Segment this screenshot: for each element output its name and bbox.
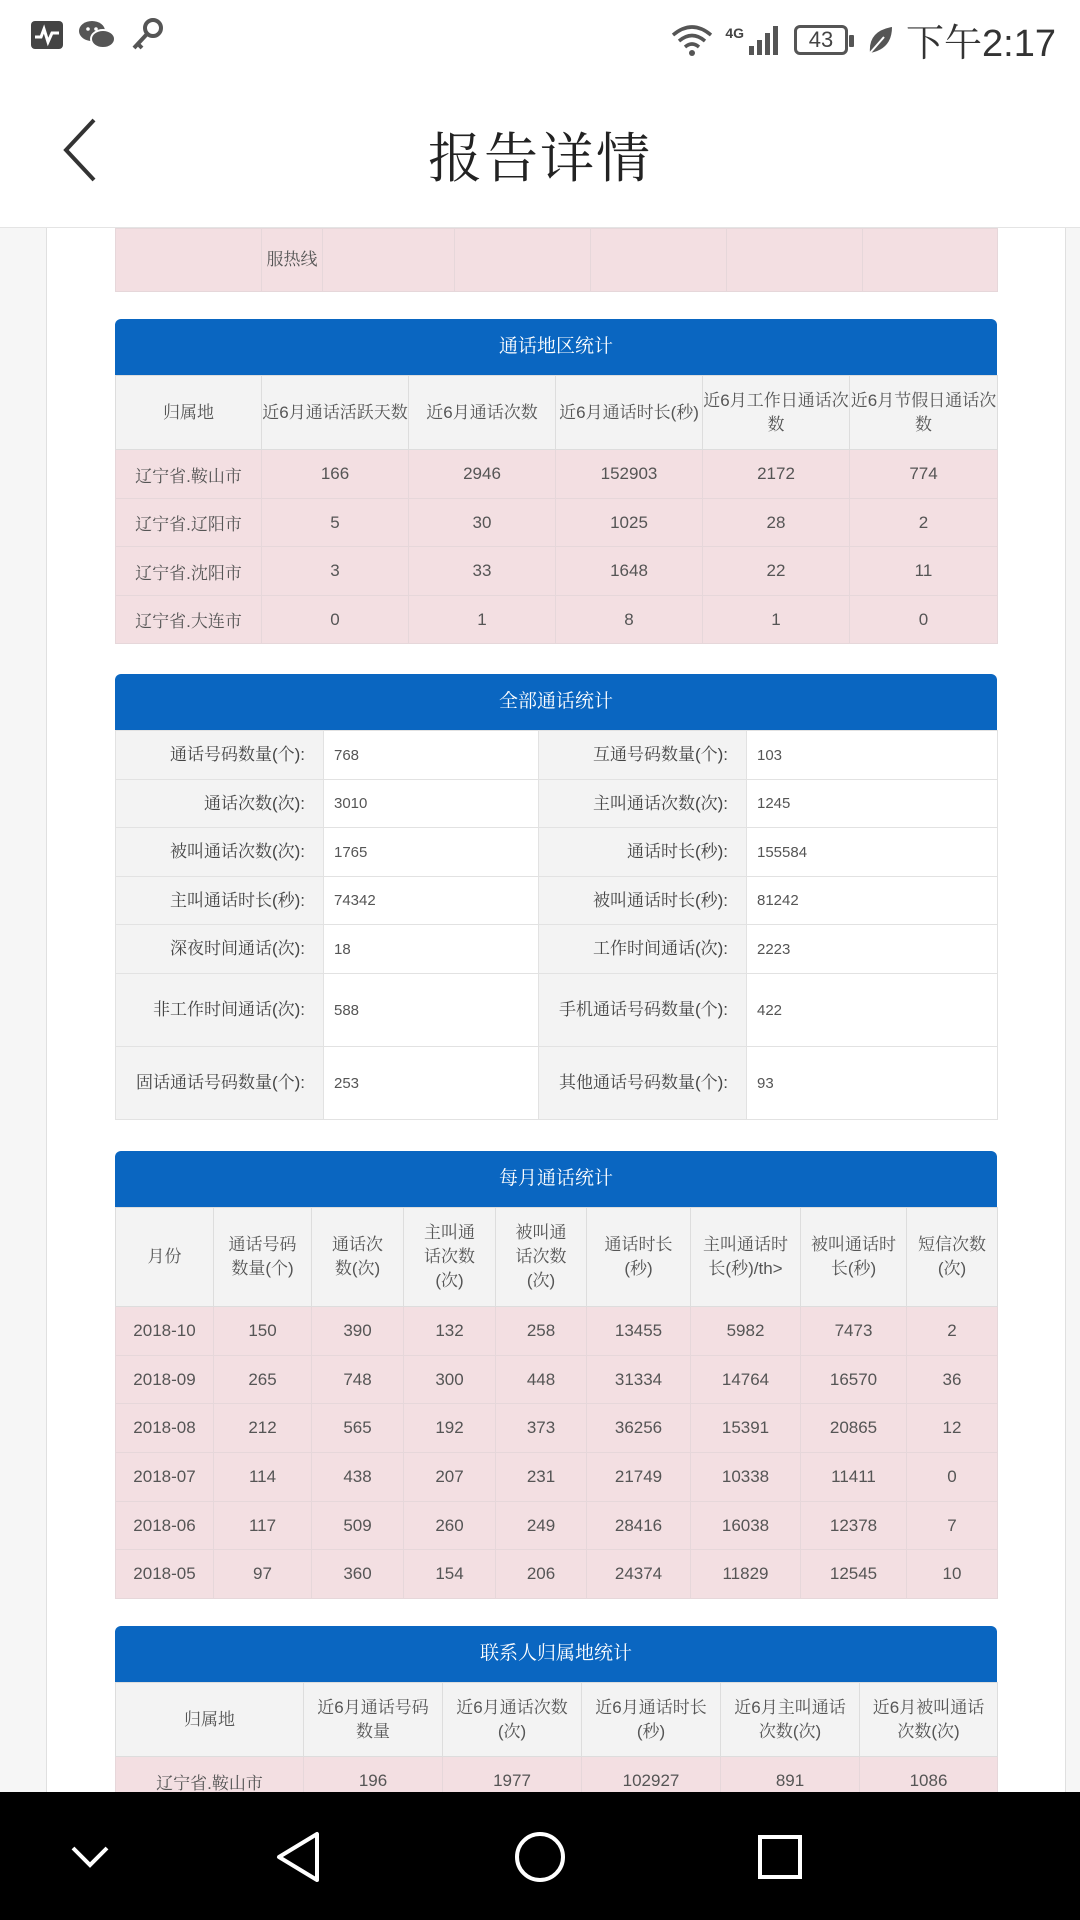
table-cell (727, 229, 863, 292)
table-cell: 辽宁省.鞍山市 (116, 1757, 304, 1793)
table-cell: 2018-07 (116, 1453, 214, 1502)
table-cell: 565 (312, 1404, 404, 1453)
table-cell: 5982 (691, 1307, 801, 1356)
table-cell: 132 (404, 1307, 496, 1356)
table-cell: 300 (404, 1356, 496, 1404)
signal-icon (748, 24, 782, 56)
column-header: 主叫通话时长(秒)/th> (691, 1208, 801, 1307)
table-cell: 2018-10 (116, 1307, 214, 1356)
table-cell: 2946 (409, 450, 556, 499)
section-title: 联系人归属地统计 (115, 1626, 997, 1682)
table-cell (116, 229, 262, 292)
table-cell: 1977 (443, 1757, 582, 1793)
stat-value: 81242 (747, 877, 998, 925)
system-nav-bar (0, 1792, 1080, 1920)
table-cell: 20865 (801, 1404, 907, 1453)
table-cell (863, 229, 998, 292)
stat-value: 422 (747, 974, 998, 1047)
stat-label: 固话通话号码数量(个): (116, 1047, 324, 1120)
column-header: 近6月通话时长(秒) (582, 1683, 721, 1757)
table-row (116, 1550, 998, 1599)
column-header: 近6月通话次数 (409, 376, 556, 450)
table-row (116, 499, 998, 547)
table-cell: 1 (703, 596, 850, 644)
table-cell: 114 (214, 1453, 312, 1502)
table-cell: 33 (409, 547, 556, 596)
table-cell: 11 (850, 547, 998, 596)
column-header: 通话号码数量(个) (214, 1208, 312, 1307)
column-header: 归属地 (116, 1683, 304, 1757)
table-cell: 1025 (556, 499, 703, 547)
table-row (116, 780, 998, 828)
nav-back-button[interactable] (265, 1822, 335, 1892)
status-left-icons (30, 18, 164, 52)
table-cell: 辽宁省.辽阳市 (116, 499, 262, 547)
column-header: 近6月通话时长(秒) (556, 376, 703, 450)
stat-label: 主叫通话次数(次): (539, 780, 747, 828)
monthly-stats-section (115, 1151, 997, 1599)
table-cell: 360 (312, 1550, 404, 1599)
table-cell: 212 (214, 1404, 312, 1453)
table-cell (323, 229, 455, 292)
column-header: 归属地 (116, 376, 262, 450)
table-cell: 231 (496, 1453, 587, 1502)
battery-icon: 43 (794, 25, 848, 55)
stat-label: 被叫通话次数(次): (116, 828, 324, 877)
table-row (116, 731, 998, 780)
activity-icon (30, 20, 64, 50)
table-cell: 12545 (801, 1550, 907, 1599)
table-cell (455, 229, 591, 292)
table-row (116, 1404, 998, 1453)
square-recents-icon (745, 1822, 815, 1892)
stat-label: 通话号码数量(个): (116, 731, 324, 780)
table-cell: 15391 (691, 1404, 801, 1453)
table-cell: 1 (409, 596, 556, 644)
status-right-icons (671, 12, 1056, 67)
section-title: 每月通话统计 (115, 1151, 997, 1207)
key-icon (130, 18, 164, 52)
table-cell: 166 (262, 450, 409, 499)
stat-value: 18 (324, 925, 539, 974)
table-cell: 22 (703, 547, 850, 596)
table-cell: 36 (907, 1356, 998, 1404)
table-cell: 2 (907, 1307, 998, 1356)
table-cell: 辽宁省.鞍山市 (116, 450, 262, 499)
table-cell: 16038 (691, 1502, 801, 1550)
nav-recents-button[interactable] (745, 1822, 815, 1892)
table-cell: 14764 (691, 1356, 801, 1404)
table-cell: 13455 (587, 1307, 691, 1356)
table-cell: 辽宁省.沈阳市 (116, 547, 262, 596)
stat-value: 103 (747, 731, 998, 780)
column-header: 通话时长(秒) (587, 1208, 691, 1307)
stat-value: 253 (324, 1047, 539, 1120)
column-header: 近6月工作日通话次数 (703, 376, 850, 450)
previous-table-tail (115, 228, 997, 292)
table-cell: 7 (907, 1502, 998, 1550)
table-cell: 12378 (801, 1502, 907, 1550)
table-cell: 2018-09 (116, 1356, 214, 1404)
table-cell: 206 (496, 1550, 587, 1599)
table-row (116, 1757, 998, 1793)
table-cell: 16570 (801, 1356, 907, 1404)
column-header: 短信次数(次) (907, 1208, 998, 1307)
all-stats-section (115, 674, 997, 1120)
table-cell: 24374 (587, 1550, 691, 1599)
stat-value: 1245 (747, 780, 998, 828)
table-cell: 1648 (556, 547, 703, 596)
stat-label: 被叫通话时长(秒): (539, 877, 747, 925)
nav-home-button[interactable] (505, 1822, 575, 1892)
table-cell: 748 (312, 1356, 404, 1404)
wifi-icon (671, 23, 713, 57)
table-cell: 154 (404, 1550, 496, 1599)
table-cell: 2018-05 (116, 1550, 214, 1599)
hide-nav-button[interactable] (55, 1822, 125, 1892)
status-bar (0, 0, 1080, 72)
stat-label: 通话时长(秒): (539, 828, 747, 877)
table-cell: 260 (404, 1502, 496, 1550)
stat-label: 非工作时间通话(次): (116, 974, 324, 1047)
table-cell: 36256 (587, 1404, 691, 1453)
table-cell: 192 (404, 1404, 496, 1453)
table-row (116, 925, 998, 974)
table-cell: 11411 (801, 1453, 907, 1502)
stat-value: 74342 (324, 877, 539, 925)
column-header: 近6月被叫通话次数(次) (860, 1683, 998, 1757)
table-cell: 1086 (860, 1757, 998, 1793)
column-header: 月份 (116, 1208, 214, 1307)
stat-label: 互通号码数量(个): (539, 731, 747, 780)
table-cell: 774 (850, 450, 998, 499)
column-header: 近6月节假日通话次数 (850, 376, 998, 450)
table-cell: 97 (214, 1550, 312, 1599)
table-cell: 7473 (801, 1307, 907, 1356)
wechat-icon (78, 19, 116, 51)
table-row (116, 450, 998, 499)
chevron-down-icon (55, 1822, 125, 1892)
column-header: 近6月通话号码数量 (304, 1683, 443, 1757)
table-row (116, 828, 998, 877)
table-cell: 438 (312, 1453, 404, 1502)
table-cell: 2 (850, 499, 998, 547)
table-row (116, 596, 998, 644)
table-cell: 8 (556, 596, 703, 644)
section-title: 全部通话统计 (115, 674, 997, 730)
column-header: 被叫通话时长(秒) (801, 1208, 907, 1307)
table-row (116, 547, 998, 596)
table-cell: 11829 (691, 1550, 801, 1599)
column-header: 近6月主叫通话次数(次) (721, 1683, 860, 1757)
table-cell: 28 (703, 499, 850, 547)
table-row (116, 1502, 998, 1550)
stat-label: 通话次数(次): (116, 780, 324, 828)
table-cell: 0 (262, 596, 409, 644)
table-cell: 2018-06 (116, 1502, 214, 1550)
table-cell: 21749 (587, 1453, 691, 1502)
table-cell: 102927 (582, 1757, 721, 1793)
page-title: 报告详情 (428, 129, 652, 189)
stat-value: 155584 (747, 828, 998, 877)
column-header: 被叫通话次数(次) (496, 1208, 587, 1307)
table-row (116, 877, 998, 925)
table-cell: 196 (304, 1757, 443, 1793)
table-cell: 2172 (703, 450, 850, 499)
stat-value: 93 (747, 1047, 998, 1120)
table-cell (591, 229, 727, 292)
stat-label: 手机通话号码数量(个): (539, 974, 747, 1047)
table-cell: 31334 (587, 1356, 691, 1404)
app-header (0, 72, 1080, 228)
table-row (116, 974, 998, 1047)
table-cell: 10338 (691, 1453, 801, 1502)
table-cell: 373 (496, 1404, 587, 1453)
column-header: 近6月通话次数(次) (443, 1683, 582, 1757)
table-cell: 258 (496, 1307, 587, 1356)
table-cell: 249 (496, 1502, 587, 1550)
leaf-icon (866, 25, 894, 55)
table-cell: 117 (214, 1502, 312, 1550)
table-row (116, 1453, 998, 1502)
table-cell: 28416 (587, 1502, 691, 1550)
table-cell: 30 (409, 499, 556, 547)
column-header: 通话次数(次) (312, 1208, 404, 1307)
table-cell: 448 (496, 1356, 587, 1404)
table-cell: 5 (262, 499, 409, 547)
stat-value: 1765 (324, 828, 539, 877)
table-row (116, 1307, 998, 1356)
table-cell: 152903 (556, 450, 703, 499)
table-cell: 150 (214, 1307, 312, 1356)
table-cell: 509 (312, 1502, 404, 1550)
region-stats-section (115, 319, 997, 644)
table-cell: 207 (404, 1453, 496, 1502)
stat-label: 其他通话号码数量(个): (539, 1047, 747, 1120)
stat-value: 768 (324, 731, 539, 780)
table-cell: 891 (721, 1757, 860, 1793)
table-cell: 0 (907, 1453, 998, 1502)
report-content[interactable] (0, 228, 1080, 1792)
table-row (116, 1047, 998, 1120)
triangle-back-icon (265, 1822, 335, 1892)
column-header: 近6月通话活跃天数 (262, 376, 409, 450)
table-cell: 265 (214, 1356, 312, 1404)
stat-label: 深夜时间通话(次): (116, 925, 324, 974)
stat-label: 主叫通话时长(秒): (116, 877, 324, 925)
table-cell: 3 (262, 547, 409, 596)
status-time: 下午2:17 (906, 23, 1056, 65)
contact-region-section (115, 1626, 997, 1792)
table-cell: 12 (907, 1404, 998, 1453)
stat-value: 3010 (324, 780, 539, 828)
table-cell: 2018-08 (116, 1404, 214, 1453)
table-cell: 390 (312, 1307, 404, 1356)
table-cell: 辽宁省.大连市 (116, 596, 262, 644)
network-type: 4G (725, 24, 745, 41)
table-cell: 0 (850, 596, 998, 644)
stat-value: 588 (324, 974, 539, 1047)
column-header: 主叫通话次数(次) (404, 1208, 496, 1307)
stat-value: 2223 (747, 925, 998, 974)
section-title: 通话地区统计 (115, 319, 997, 375)
circle-home-icon (505, 1822, 575, 1892)
table-cell: 10 (907, 1550, 998, 1599)
table-row (116, 1356, 998, 1404)
table-cell: 服热线 (262, 229, 323, 292)
stat-label: 工作时间通话(次): (539, 925, 747, 974)
